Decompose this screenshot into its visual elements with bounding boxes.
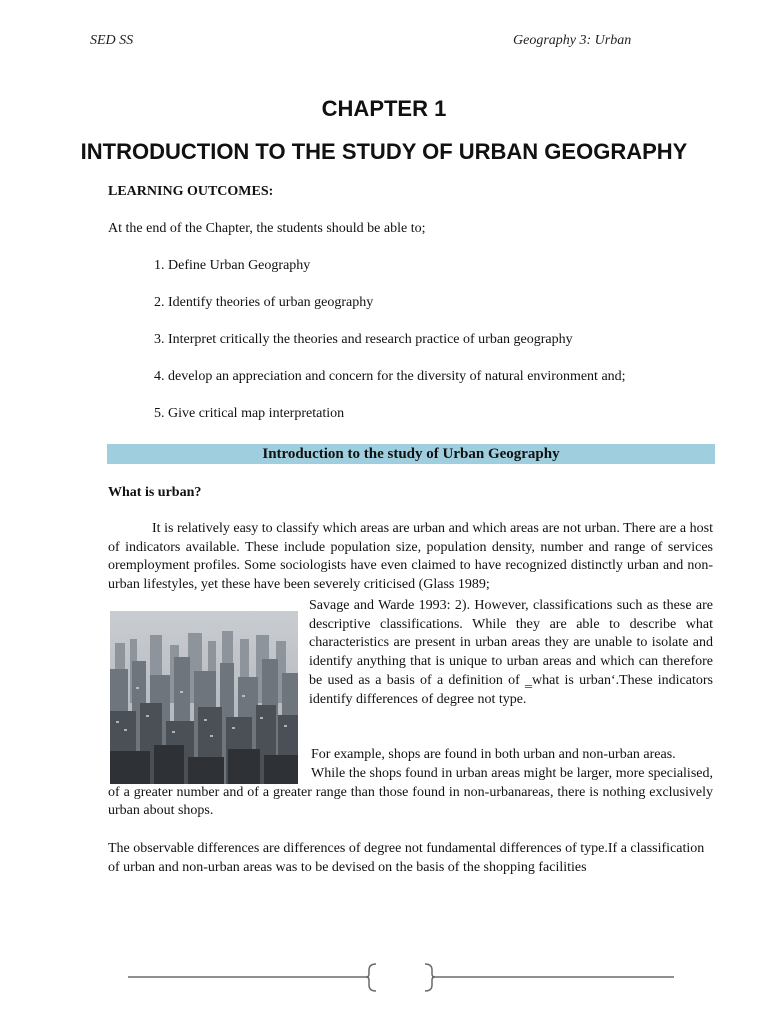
learning-outcomes-heading: LEARNING OUTCOMES: <box>108 184 274 199</box>
chapter-title: INTRODUCTION TO THE STUDY OF URBAN GEOGRAPHY <box>80 139 688 164</box>
paragraph-1-side: Savage and Warde 1993: 2). However, classifications such as these are descriptive classifications. While they are able to describe what characteristics are present in urban areas they are unable to isolate and identify anything that is unique to urban areas and which can therefore be used as a basis of a definition of ‗what is urban‘.These indicators identify differences of degree not type. <box>309 598 713 707</box>
paragraph-2-rest-text: While the shops found in urban areas might be larger, more specialised, of a greater number and of a greater range than those found in non-urbanareas, there is nothing exclusively urban about shops. <box>108 766 713 819</box>
subheading-what-is-urban: What is urban? <box>108 485 202 500</box>
learning-outcomes-intro: At the end of the Chapter, the students should be able to; <box>108 221 426 236</box>
chapter-number: CHAPTER 1 <box>321 96 447 121</box>
running-header-left: SED SS <box>90 33 134 48</box>
outcome-item: 5. Give critical map interpretation <box>154 406 345 421</box>
outcome-item: 2. Identify theories of urban geography <box>154 295 374 310</box>
paragraph-1-top-text: It is relatively easy to classify which areas are urban and which areas are not urban. There are a host of indicators available. These include population size, population density, number and range of services oremployment profiles. Some sociologists have even claimed to have recognized distinctly urban and non-urban lifestyles, yet these have been severely criticised (Glass 1989; <box>108 521 713 593</box>
paragraph-1-top <box>108 520 713 595</box>
paragraph-3: The observable differences are differences of degree not fundamental differences of type.If a classification of urban and non-urban areas was to be devised on the basis of the shopping facilities <box>108 841 705 875</box>
outcome-item: 3. Interpret critically the theories and research practice of urban geography <box>154 332 573 347</box>
outcome-item: 4. develop an appreciation and concern for the diversity of natural environment and; <box>154 369 626 384</box>
outcome-item: 1. Define Urban Geography <box>154 258 311 273</box>
city-skyline-photo <box>110 611 298 784</box>
page-footer-ornament <box>0 958 768 998</box>
section-banner: Introduction to the study of Urban Geography <box>107 444 715 464</box>
running-header-right: Geography 3: Urban <box>513 33 632 48</box>
city-skyline-image <box>110 611 298 784</box>
paragraph-2-side: For example, shops are found in both urban and non-urban areas. <box>311 747 676 762</box>
paragraph-2-rest <box>108 765 713 821</box>
